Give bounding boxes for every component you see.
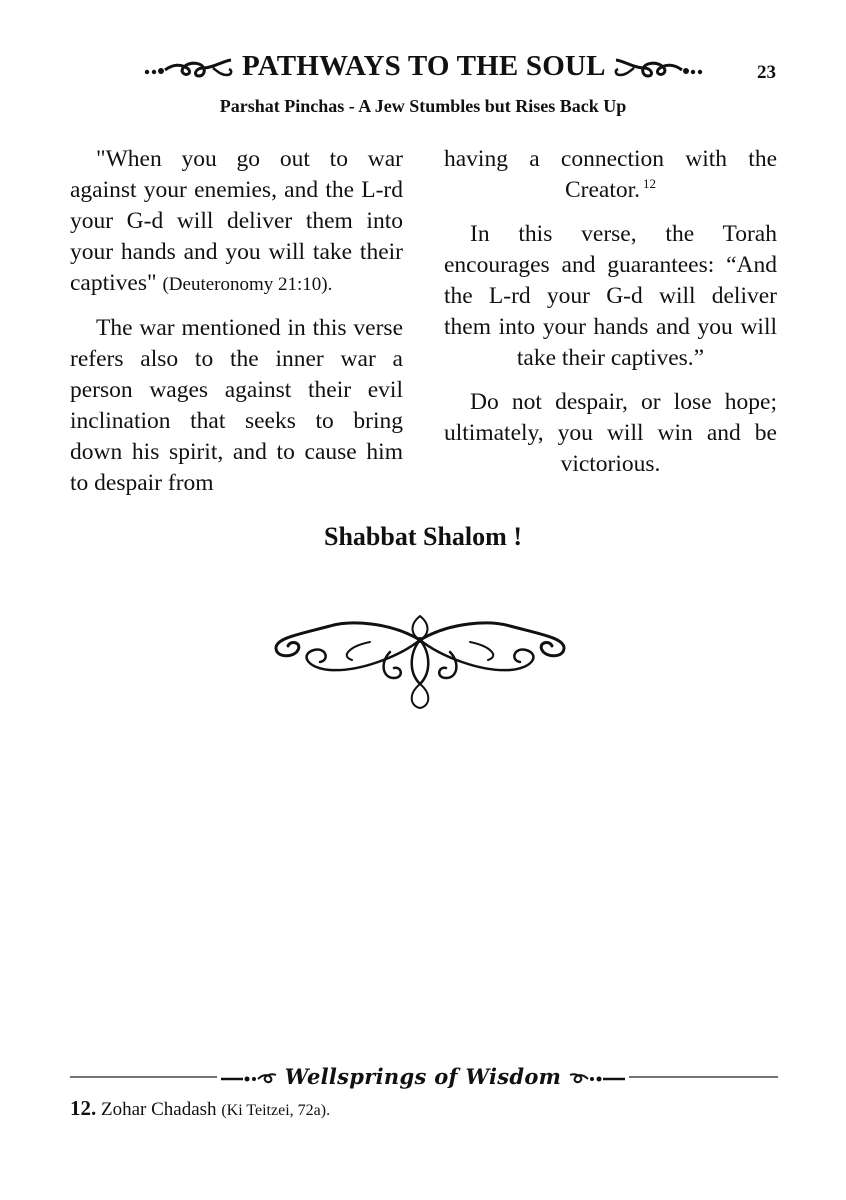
continuation-text: having a connection with the Creator. bbox=[444, 146, 777, 203]
left-column bbox=[70, 144, 403, 499]
footnote-detail: (Ki Teitzei, 72a). bbox=[221, 1102, 331, 1119]
footnote-reference[interactable]: 12 bbox=[643, 176, 657, 192]
right-column bbox=[444, 144, 777, 480]
footnote-source: Zohar Chadash bbox=[101, 1099, 217, 1120]
decorative-flourish-icon bbox=[270, 612, 570, 712]
inner-war-paragraph: The war mentioned in this verse refers also to the inner war a person wages against their evil inclination that seeks to bring down his spirit, and to cause him to despair from bbox=[70, 315, 403, 496]
footer-label bbox=[0, 1064, 846, 1089]
continuation-paragraph bbox=[444, 144, 777, 206]
verse-quote-paragraph bbox=[70, 144, 403, 300]
chapter-subtitle: Parshat Pinchas - A Jew Stumbles but Rises Back Up bbox=[219, 96, 627, 116]
verse-quote: "When you go out to war against your enemies, and the L-rd your G-d will deliver them into your hands and you will take their captives" bbox=[70, 146, 403, 296]
running-title-text: PATHWAYS TO THE SOUL bbox=[241, 50, 605, 82]
verse-citation: (Deuteronomy 21:10). bbox=[162, 274, 333, 295]
running-title bbox=[0, 50, 846, 83]
closing-greeting: Shabbat Shalom ! bbox=[324, 522, 522, 551]
footer-label-text: Wellsprings of Wisdom bbox=[284, 1064, 562, 1089]
footer-label-group bbox=[217, 1064, 629, 1089]
footer-right-ornament-icon bbox=[569, 1072, 625, 1086]
page-number: 23 bbox=[757, 62, 776, 83]
page-header bbox=[0, 50, 846, 90]
footnote-number: 12. bbox=[70, 1096, 97, 1120]
encouragement-paragraph: Do not despair, or lose hope; ultimately, you will win and be victorious. bbox=[444, 389, 777, 477]
footer-left-ornament-icon bbox=[221, 1072, 277, 1086]
right-scroll-ornament-icon bbox=[612, 55, 704, 81]
footnote bbox=[70, 1096, 330, 1121]
left-scroll-ornament-icon bbox=[143, 55, 235, 81]
torah-guarantee-paragraph: In this verse, the Torah encourages and guarantees: “And the L-rd your G-d will deliver them into your hands and you will take their captives.” bbox=[444, 221, 777, 371]
